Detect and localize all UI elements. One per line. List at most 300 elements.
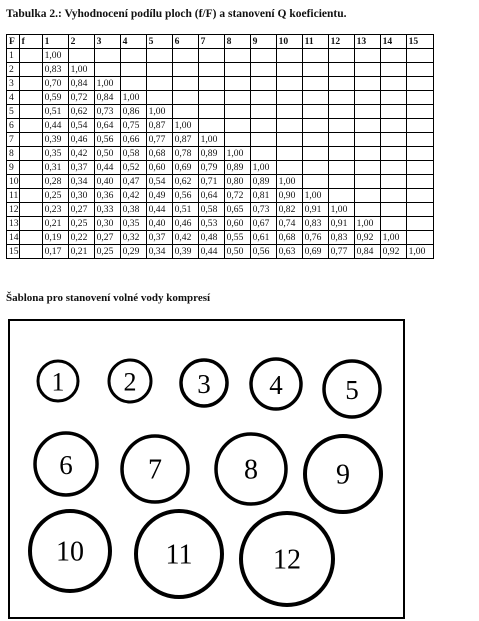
table-cell [302,161,328,175]
table-cell: 0,76 [302,231,328,245]
row-header-F: 12 [7,203,20,217]
circle-label: 3 [197,369,211,399]
table-cell [406,49,433,63]
table-cell: 0,56 [94,133,120,147]
table-cell [250,77,276,91]
table-cell [328,49,354,63]
table-cell [406,91,433,105]
table-cell [380,217,406,231]
table-body [7,49,434,259]
circle-label: 4 [269,370,283,400]
table-cell: 0,87 [172,133,198,147]
header-f: f [19,35,42,49]
row-f-cell [19,133,42,147]
table-cell: 0,82 [276,203,302,217]
table-cell: 0,31 [42,161,68,175]
table-cell [328,91,354,105]
row-f-cell [19,245,42,259]
table-cell [328,119,354,133]
table-cell: 0,68 [276,231,302,245]
table-cell [380,119,406,133]
table-cell: 0,86 [120,105,146,119]
table-cell [406,175,433,189]
table-cell: 0,22 [68,231,94,245]
table-cell: 0,34 [146,245,172,259]
row-f-cell [19,105,42,119]
table-cell [406,147,433,161]
column-header: 1 [42,35,68,49]
table-cell: 0,69 [172,161,198,175]
row-header-F: 3 [7,77,20,91]
table-row [7,49,434,63]
table-cell [146,77,172,91]
table-cell [276,91,302,105]
table-cell: 0,44 [94,161,120,175]
table-cell: 0,52 [120,161,146,175]
table-cell [406,63,433,77]
table-cell: 0,46 [68,133,94,147]
table-cell [224,49,250,63]
table-cell: 0,34 [68,175,94,189]
table-cell [198,49,224,63]
table-cell: 0,50 [94,147,120,161]
table-cell [276,49,302,63]
row-f-cell [19,119,42,133]
column-header: 5 [146,35,172,49]
table-row [7,189,434,203]
table-cell [380,77,406,91]
table-cell: 0,84 [354,245,380,259]
table-cell [354,77,380,91]
table-cell [354,105,380,119]
table-cell: 0,47 [120,175,146,189]
row-header-F: 1 [7,49,20,63]
circle-label: 2 [123,367,137,397]
table-cell [380,147,406,161]
table-cell: 0,61 [250,231,276,245]
circle-label: 6 [59,450,73,480]
table-cell [198,63,224,77]
table-row [7,63,434,77]
table-cell: 0,54 [68,119,94,133]
table-cell [198,119,224,133]
row-header-F: 9 [7,161,20,175]
table-cell: 0,80 [224,175,250,189]
table-cell [224,63,250,77]
table-cell [328,147,354,161]
row-f-cell [19,77,42,91]
table-cell: 0,92 [354,231,380,245]
column-header: 12 [328,35,354,49]
row-f-cell [19,175,42,189]
table-cell: 0,89 [250,175,276,189]
table-cell: 0,58 [120,147,146,161]
table-cell: 0,78 [172,147,198,161]
table-cell: 0,25 [68,217,94,231]
table-cell: 0,40 [146,217,172,231]
table-cell: 0,74 [276,217,302,231]
table-cell: 0,17 [42,245,68,259]
table-cell: 0,91 [328,217,354,231]
table-cell [380,161,406,175]
table-cell: 0,44 [198,245,224,259]
table-cell: 0,72 [68,91,94,105]
column-header: 8 [224,35,250,49]
row-header-F: 7 [7,133,20,147]
header-F: F [7,35,20,49]
table-row [7,175,434,189]
table-row [7,133,434,147]
table-cell [354,203,380,217]
table-cell [328,175,354,189]
table-cell: 0,32 [120,231,146,245]
row-f-cell [19,189,42,203]
table-cell [302,49,328,63]
row-header-F: 4 [7,91,20,105]
table-cell: 1,00 [120,91,146,105]
table-cell [198,77,224,91]
table-cell: 0,37 [68,161,94,175]
column-header: 14 [380,35,406,49]
table-row [7,77,434,91]
table-cell: 0,54 [146,175,172,189]
row-f-cell [19,63,42,77]
table-cell [276,119,302,133]
table-header-row [7,35,434,49]
table-cell: 0,49 [146,189,172,203]
table-cell [380,63,406,77]
table-cell: 0,83 [302,217,328,231]
row-header-F: 15 [7,245,20,259]
table-cell: 0,36 [94,189,120,203]
row-header-F: 14 [7,231,20,245]
row-f-cell [19,147,42,161]
table-cell [406,203,433,217]
table-cell: 1,00 [68,63,94,77]
table-cell [224,77,250,91]
table-cell: 0,51 [172,203,198,217]
table-cell [94,49,120,63]
table-cell [250,105,276,119]
column-header: 9 [250,35,276,49]
table-cell [276,63,302,77]
table-cell: 0,42 [68,147,94,161]
table-cell: 0,66 [120,133,146,147]
row-f-cell [19,217,42,231]
table-row [7,245,434,259]
table-cell: 0,91 [302,203,328,217]
table-cell: 0,21 [68,245,94,259]
table-row [7,231,434,245]
table-cell: 0,92 [380,245,406,259]
column-header: 3 [94,35,120,49]
table-cell: 0,56 [250,245,276,259]
table-row [7,161,434,175]
row-header-F: 13 [7,217,20,231]
table-cell: 1,00 [146,105,172,119]
table-cell: 0,28 [42,175,68,189]
table-cell [354,175,380,189]
table-cell [172,105,198,119]
table-cell [250,119,276,133]
table-cell [380,105,406,119]
table-cell: 0,42 [120,189,146,203]
table-cell [406,105,433,119]
table-cell [224,119,250,133]
table-cell: 0,23 [42,203,68,217]
table-cell [302,119,328,133]
table-row [7,105,434,119]
table-cell: 0,84 [94,91,120,105]
table-cell: 0,77 [328,245,354,259]
table-cell [250,63,276,77]
table-cell: 1,00 [354,217,380,231]
table-cell: 0,48 [198,231,224,245]
table-cell [380,189,406,203]
circle-label: 11 [165,539,193,571]
column-header: 7 [198,35,224,49]
template-title: Šablona pro stanovení volné vody kompresí [6,292,211,304]
table-cell [380,91,406,105]
row-header-F: 8 [7,147,20,161]
table-cell [146,63,172,77]
table-cell: 1,00 [276,175,302,189]
table-cell: 0,90 [276,189,302,203]
table-cell [406,217,433,231]
table-cell [172,91,198,105]
table-cell [328,189,354,203]
table-cell [146,49,172,63]
table-cell [276,161,302,175]
table-cell: 0,55 [224,231,250,245]
row-f-cell [19,161,42,175]
table-cell [354,119,380,133]
table-cell: 1,00 [42,49,68,63]
table-cell [406,231,433,245]
table-cell: 0,44 [146,203,172,217]
table-cell: 0,73 [250,203,276,217]
table-cell: 0,75 [120,119,146,133]
q-coefficient-table [6,34,434,259]
table-cell [354,147,380,161]
table-cell [328,133,354,147]
table-cell [120,49,146,63]
table-cell: 0,39 [172,245,198,259]
table-cell: 0,87 [146,119,172,133]
page-title: Tabulka 2.: Vyhodnocení podílu ploch (f/F) a stanovení Q koeficientu. [6,8,347,20]
table-cell [146,91,172,105]
table-cell: 0,68 [146,147,172,161]
table-cell: 1,00 [328,203,354,217]
circle-label: 7 [148,454,162,486]
table-cell [354,161,380,175]
table-cell: 0,30 [94,217,120,231]
table-cell: 0,83 [328,231,354,245]
table-cell: 1,00 [406,245,433,259]
table-cell [302,175,328,189]
table-cell [328,63,354,77]
table-cell [250,91,276,105]
table-cell: 0,37 [146,231,172,245]
table-cell: 0,35 [42,147,68,161]
row-f-cell [19,231,42,245]
column-header: 10 [276,35,302,49]
table-cell: 0,65 [224,203,250,217]
table-cell [172,63,198,77]
table-cell: 0,35 [120,217,146,231]
table-cell: 0,25 [94,245,120,259]
row-f-cell [19,91,42,105]
column-header: 2 [68,35,94,49]
circle-label: 5 [345,375,359,405]
table-cell: 1,00 [250,161,276,175]
table-cell [198,91,224,105]
table-row [7,119,434,133]
table-cell [406,133,433,147]
table-cell [276,133,302,147]
table-cell: 0,50 [224,245,250,259]
table-cell [354,189,380,203]
circle-label: 12 [273,544,301,576]
circle-label: 9 [336,459,350,491]
table-cell: 0,64 [198,189,224,203]
table-cell: 0,59 [42,91,68,105]
table-cell: 0,64 [94,119,120,133]
circle-label: 10 [56,536,84,568]
table-cell [224,133,250,147]
table-cell [94,63,120,77]
table-cell [172,77,198,91]
table-cell: 1,00 [172,119,198,133]
table-cell [328,77,354,91]
row-header-F: 10 [7,175,20,189]
row-f-cell [19,49,42,63]
table-cell [120,77,146,91]
table-cell: 0,62 [172,175,198,189]
table-cell: 1,00 [94,77,120,91]
table-row [7,217,434,231]
table-cell: 0,71 [198,175,224,189]
table-cell: 0,19 [42,231,68,245]
circle-label: 8 [244,454,258,486]
table-cell [276,105,302,119]
table-cell: 0,44 [42,119,68,133]
table-row [7,91,434,105]
table-cell: 0,84 [68,77,94,91]
table-cell: 0,60 [146,161,172,175]
table-cell [302,133,328,147]
table-cell: 0,33 [94,203,120,217]
table-cell [380,49,406,63]
table-cell [172,49,198,63]
table-cell [328,161,354,175]
table-cell: 0,53 [198,217,224,231]
table-cell: 0,38 [120,203,146,217]
table-cell: 0,63 [276,245,302,259]
table-cell [250,133,276,147]
table-cell [302,91,328,105]
table-cell [380,203,406,217]
table-cell: 0,39 [42,133,68,147]
table-row [7,203,434,217]
table-cell: 0,56 [172,189,198,203]
table-cell: 0,73 [94,105,120,119]
table-cell [68,49,94,63]
table-cell [354,133,380,147]
table-cell [406,161,433,175]
table-cell [276,77,302,91]
table-cell: 0,25 [42,189,68,203]
table-cell: 0,70 [42,77,68,91]
table-row [7,147,434,161]
column-header: 13 [354,35,380,49]
table-cell [354,49,380,63]
table-cell [380,175,406,189]
row-header-F: 5 [7,105,20,119]
table-cell: 0,51 [42,105,68,119]
table-cell: 0,29 [120,245,146,259]
table-cell: 0,72 [224,189,250,203]
table-cell: 0,21 [42,217,68,231]
table-cell: 0,81 [250,189,276,203]
row-header-F: 2 [7,63,20,77]
table-cell: 0,42 [172,231,198,245]
column-header: 6 [172,35,198,49]
table-cell [406,77,433,91]
table-cell [120,63,146,77]
table-cell [250,147,276,161]
table-cell: 0,62 [68,105,94,119]
compression-template [8,319,405,619]
table-cell [302,77,328,91]
table-cell [406,119,433,133]
table-cell: 0,46 [172,217,198,231]
circle-label: 1 [51,367,65,397]
table-cell: 1,00 [224,147,250,161]
row-f-cell [19,203,42,217]
table-cell: 0,60 [224,217,250,231]
table-cell: 0,67 [250,217,276,231]
table-cell: 0,58 [198,203,224,217]
table-cell: 0,83 [42,63,68,77]
table-cell [406,189,433,203]
table-cell: 1,00 [198,133,224,147]
table-cell: 0,79 [198,161,224,175]
table-cell: 0,30 [68,189,94,203]
table-cell: 0,89 [198,147,224,161]
table-cell [276,147,302,161]
column-header: 4 [120,35,146,49]
table-cell [354,91,380,105]
row-header-F: 6 [7,119,20,133]
table-cell: 1,00 [380,231,406,245]
table-cell [302,147,328,161]
table-cell [328,105,354,119]
row-header-F: 11 [7,189,20,203]
table-cell [250,49,276,63]
template-circles [10,321,407,621]
column-header: 11 [302,35,328,49]
table-cell: 0,69 [302,245,328,259]
table-cell [302,63,328,77]
table-cell [302,105,328,119]
table-cell [354,63,380,77]
table-cell [224,91,250,105]
table-cell: 0,27 [68,203,94,217]
table-cell [380,133,406,147]
table-cell: 1,00 [302,189,328,203]
table-cell: 0,40 [94,175,120,189]
